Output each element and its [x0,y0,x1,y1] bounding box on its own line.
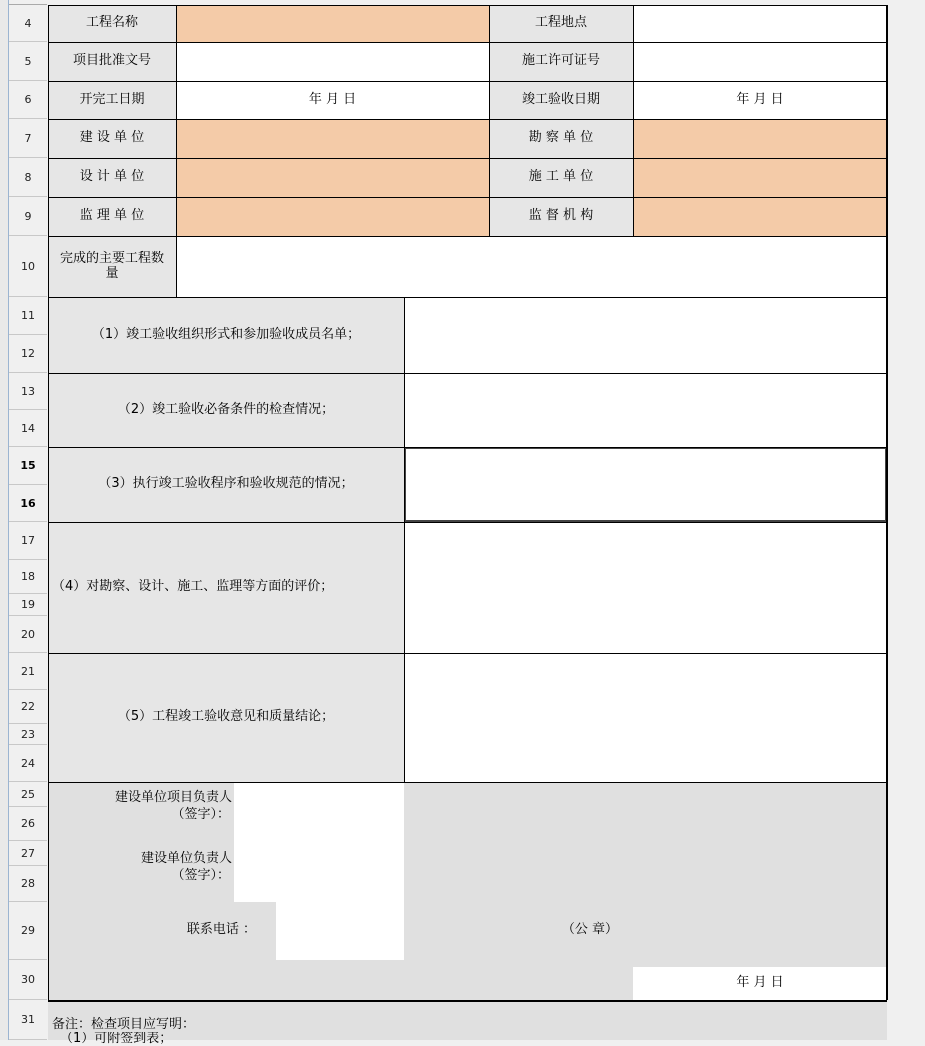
item-2-label: （2）竣工验收必备条件的检查情况； [48,373,404,447]
builder-unit-input[interactable] [176,119,489,158]
permit-no-label: 施工许可证号 [489,42,633,81]
row-header-12[interactable]: 12 [9,335,47,373]
permit-no-input[interactable] [633,42,887,81]
approval-doc-input[interactable] [176,42,489,81]
row-header-30[interactable]: 30 [9,960,47,1000]
row-header-8[interactable]: 8 [9,158,47,197]
builder-unit-label: 建 设 单 位 [48,119,176,158]
project-location-label: 工程地点 [489,5,633,42]
row-header-15[interactable]: 15 [9,447,47,485]
grid-line [886,5,888,1000]
grid-line [48,447,887,448]
row-header-14[interactable]: 14 [9,410,47,447]
row-header-4[interactable]: 4 [9,5,47,42]
grid-line [48,42,887,43]
item-1-label: （1）竣工验收组织形式和参加验收成员名单； [48,297,404,373]
grid-line [48,197,887,198]
row-header-20[interactable]: 20 [9,616,47,653]
oversight-agency-label: 监 督 机 构 [489,197,633,236]
grid-line [48,236,887,237]
supervision-unit-input[interactable] [176,197,489,236]
row-header-25[interactable]: 25 [9,782,47,807]
grid-line [48,1000,887,1002]
signature-date[interactable]: 年 月 日 [633,967,887,1000]
grid-line [48,653,887,654]
supervision-unit-label: 监 理 单 位 [48,197,176,236]
survey-unit-label: 勘 察 单 位 [489,119,633,158]
project-leader-label: 建设单位项目负责人 [114,789,232,805]
official-seal-label: （公 章） [561,921,619,937]
row-header-22[interactable]: 22 [9,690,47,724]
unit-leader-sign-label: （签字）： [171,867,230,883]
grid-line [633,5,634,236]
row-header-9[interactable]: 9 [9,197,47,236]
project-location-input[interactable] [633,5,887,42]
item-5-input[interactable] [404,653,887,782]
project-name-input[interactable] [176,5,489,42]
row-header-24[interactable]: 24 [9,745,47,782]
approval-doc-label: 项目批准文号 [48,42,176,81]
acceptance-date-label: 竣工验收日期 [489,81,633,119]
item-4-label: （4）对勘察、设计、施工、监理等方面的评价； [48,522,404,653]
row-header-28[interactable]: 28 [9,866,47,902]
row-header-27[interactable]: 27 [9,841,47,866]
row-header-26[interactable]: 26 [9,807,47,841]
grid-line [176,5,177,297]
signature-white-area[interactable] [234,782,404,902]
phone-label: 联系电话 ： [186,921,256,937]
grid-line [404,297,405,782]
row-header-19[interactable]: 19 [9,594,47,616]
row-header-18[interactable]: 18 [9,560,47,594]
left-margin-strip [0,0,9,1040]
phone-input[interactable] [276,902,404,960]
row-header-29[interactable]: 29 [9,902,47,960]
main-quantity-input[interactable] [176,236,887,297]
item-4-input[interactable] [404,522,887,653]
row-header-5[interactable]: 5 [9,42,47,81]
start-end-date-input[interactable]: 年 月 日 [176,81,489,119]
item-3-input-selected[interactable] [404,447,887,522]
remarks-line-1: 备注：检查项目应写明： [52,1016,196,1032]
construction-unit-label: 施 工 单 位 [489,158,633,197]
row-header-31[interactable]: 31 [9,1000,47,1040]
item-1-input[interactable] [404,297,887,373]
grid-line [48,782,887,783]
construction-unit-input[interactable] [633,158,887,197]
design-unit-input[interactable] [176,158,489,197]
row-header-23[interactable]: 23 [9,724,47,745]
row-header-17[interactable]: 17 [9,522,47,560]
grid-line [48,522,887,523]
grid-line [48,373,887,374]
design-unit-label: 设 计 单 位 [48,158,176,197]
grid-line [48,297,887,298]
grid-line [48,81,887,82]
grid-line [48,158,887,159]
item-3-label: （3）执行竣工验收程序和验收规范的情况； [48,447,404,522]
row-header-13[interactable]: 13 [9,373,47,410]
grid-line [48,5,49,1000]
oversight-agency-input[interactable] [633,197,887,236]
row-header-7[interactable]: 7 [9,119,47,158]
main-quantity-label: 完成的主要工程数量 [48,236,176,297]
grid-line [489,5,490,236]
row-header-6[interactable]: 6 [9,81,47,119]
item-2-input[interactable] [404,373,887,447]
row-header-10[interactable]: 10 [9,236,47,297]
acceptance-date-input[interactable]: 年 月 日 [633,81,887,119]
project-leader-sign-label: （签字）： [171,806,230,822]
right-gutter [887,0,925,1040]
survey-unit-input[interactable] [633,119,887,158]
item-5-label: （5）工程竣工验收意见和质量结论； [48,653,404,782]
unit-leader-label: 建设单位负责人 [140,850,232,866]
row-header-11[interactable]: 11 [9,297,47,335]
row-header-16[interactable]: 16 [9,485,47,522]
grid-line [48,5,887,6]
project-name-label: 工程名称 [48,5,176,42]
row-header-21[interactable]: 21 [9,653,47,690]
remarks-line-2: （1）可附签到表； [60,1032,173,1046]
start-end-date-label: 开完工日期 [48,81,176,119]
grid-line [48,119,887,120]
